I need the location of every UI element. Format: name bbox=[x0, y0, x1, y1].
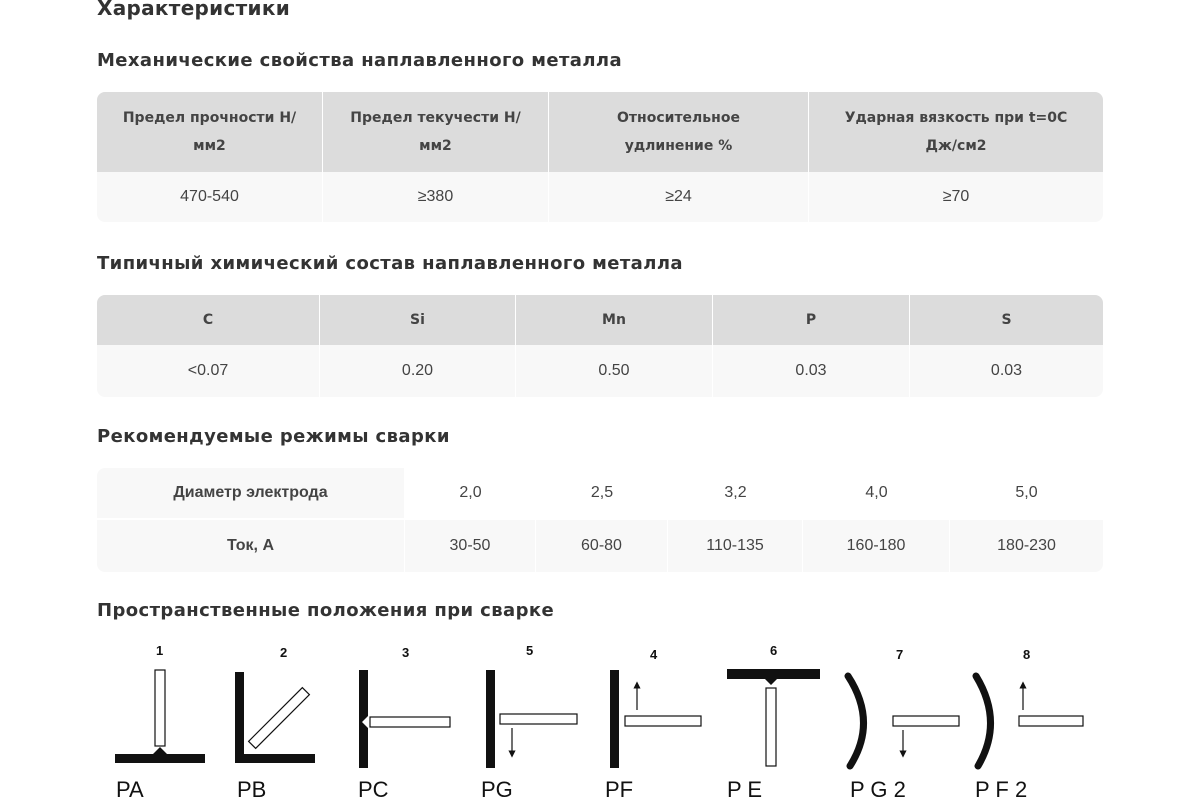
position-code: P G 2 bbox=[850, 777, 906, 800]
current-label: Ток, А bbox=[97, 520, 405, 572]
diameter-value: 5,0 bbox=[950, 468, 1103, 518]
position-number: 6 bbox=[770, 643, 778, 658]
electrode-plate bbox=[155, 670, 165, 746]
electrode-plate bbox=[766, 688, 776, 766]
position-pa bbox=[115, 643, 205, 800]
diameter-label: Диаметр электрода bbox=[97, 468, 405, 518]
chem-section-title: Типичный химический состав наплавленного металла bbox=[97, 253, 683, 274]
mech-section-title: Механические свойства наплавленного металла bbox=[97, 50, 623, 71]
position-number: 1 bbox=[156, 643, 164, 658]
electrode-plate bbox=[893, 716, 959, 726]
current-value: 30-50 bbox=[405, 520, 536, 572]
chem-value-cell: 0.03 bbox=[713, 345, 910, 397]
curved-pipe-wall bbox=[848, 676, 864, 766]
chem-header-row bbox=[97, 295, 1103, 345]
mech-header-cell: Предел текучести Н/мм2 bbox=[323, 92, 549, 172]
position-code: P F 2 bbox=[975, 777, 1028, 800]
chem-value-cell: <0.07 bbox=[97, 345, 320, 397]
modes-diameter-row bbox=[97, 468, 1103, 518]
position-number: 5 bbox=[526, 643, 534, 658]
position-pf bbox=[605, 647, 701, 800]
chem-table bbox=[97, 295, 1103, 397]
chem-header-cell: Mn bbox=[516, 295, 713, 345]
vertical-plate bbox=[486, 670, 495, 768]
current-value: 160-180 bbox=[803, 520, 950, 572]
diameter-value: 4,0 bbox=[803, 468, 950, 518]
position-code: PA bbox=[116, 777, 144, 800]
mech-header-cell: Предел прочности Н/мм2 bbox=[97, 92, 323, 172]
mech-value-cell: 470-540 bbox=[97, 172, 323, 222]
position-number: 8 bbox=[1023, 647, 1031, 662]
position-code: PC bbox=[358, 777, 389, 800]
diameter-value: 3,2 bbox=[668, 468, 803, 518]
electrode-plate bbox=[370, 717, 450, 727]
position-pe bbox=[727, 643, 820, 800]
curved-pipe-wall bbox=[976, 676, 991, 766]
modes-section-title: Рекомендуемые режимы сварки bbox=[97, 426, 450, 447]
mech-value-cell: ≥24 bbox=[549, 172, 809, 222]
position-number: 7 bbox=[896, 647, 904, 662]
position-pb bbox=[235, 645, 315, 800]
chem-header-cell: Si bbox=[320, 295, 516, 345]
base-plate bbox=[115, 747, 205, 763]
mech-header-cell: Относительное удлинение % bbox=[549, 92, 809, 172]
position-code: PB bbox=[237, 777, 267, 800]
vertical-plate bbox=[359, 670, 368, 768]
current-value: 110-135 bbox=[668, 520, 803, 572]
vertical-plate bbox=[610, 670, 619, 768]
chem-value-row bbox=[97, 345, 1103, 397]
mech-value-cell: ≥380 bbox=[323, 172, 549, 222]
chem-header-cell: S bbox=[1001, 312, 1012, 328]
chem-value-cell: 0.03 bbox=[910, 345, 1103, 397]
position-number: 3 bbox=[402, 645, 410, 660]
position-pg2 bbox=[848, 647, 959, 800]
mech-value-row bbox=[97, 172, 1103, 222]
mech-value-cell: ≥70 bbox=[809, 172, 1103, 222]
position-pf2 bbox=[975, 647, 1083, 800]
diameter-value: 2,5 bbox=[536, 468, 668, 518]
current-value: 60-80 bbox=[536, 520, 668, 572]
chem-value-cell: 0.20 bbox=[320, 345, 516, 397]
ceiling-plate bbox=[727, 669, 820, 685]
electrode-plate bbox=[625, 716, 701, 726]
electrode-plate bbox=[249, 688, 310, 749]
positions-section-title: Пространственные положения при сварке bbox=[97, 600, 555, 621]
position-number: 2 bbox=[280, 645, 288, 660]
chem-header-cell: P bbox=[713, 295, 910, 345]
diameter-value: 2,0 bbox=[405, 468, 536, 518]
current-value: 180-230 bbox=[950, 520, 1103, 572]
modes-table bbox=[97, 468, 1103, 572]
welding-positions-diagram bbox=[0, 630, 1200, 800]
mech-header-row bbox=[97, 92, 1103, 172]
mech-table bbox=[97, 92, 1103, 222]
position-pc bbox=[358, 645, 450, 800]
position-code: PF bbox=[605, 777, 634, 800]
position-code: P E bbox=[727, 777, 763, 800]
chem-header-cell: C bbox=[97, 295, 320, 345]
mech-header-cell: Ударная вязкость при t=0C Дж/см2 bbox=[844, 110, 1068, 154]
electrode-plate bbox=[1019, 716, 1083, 726]
chem-value-cell: 0.50 bbox=[516, 345, 713, 397]
position-pg bbox=[481, 643, 577, 800]
position-code: PG bbox=[481, 777, 513, 800]
electrode-plate bbox=[500, 714, 577, 724]
position-number: 4 bbox=[650, 647, 658, 662]
modes-current-row bbox=[97, 518, 1103, 572]
page-title: Характеристики bbox=[97, 0, 291, 20]
